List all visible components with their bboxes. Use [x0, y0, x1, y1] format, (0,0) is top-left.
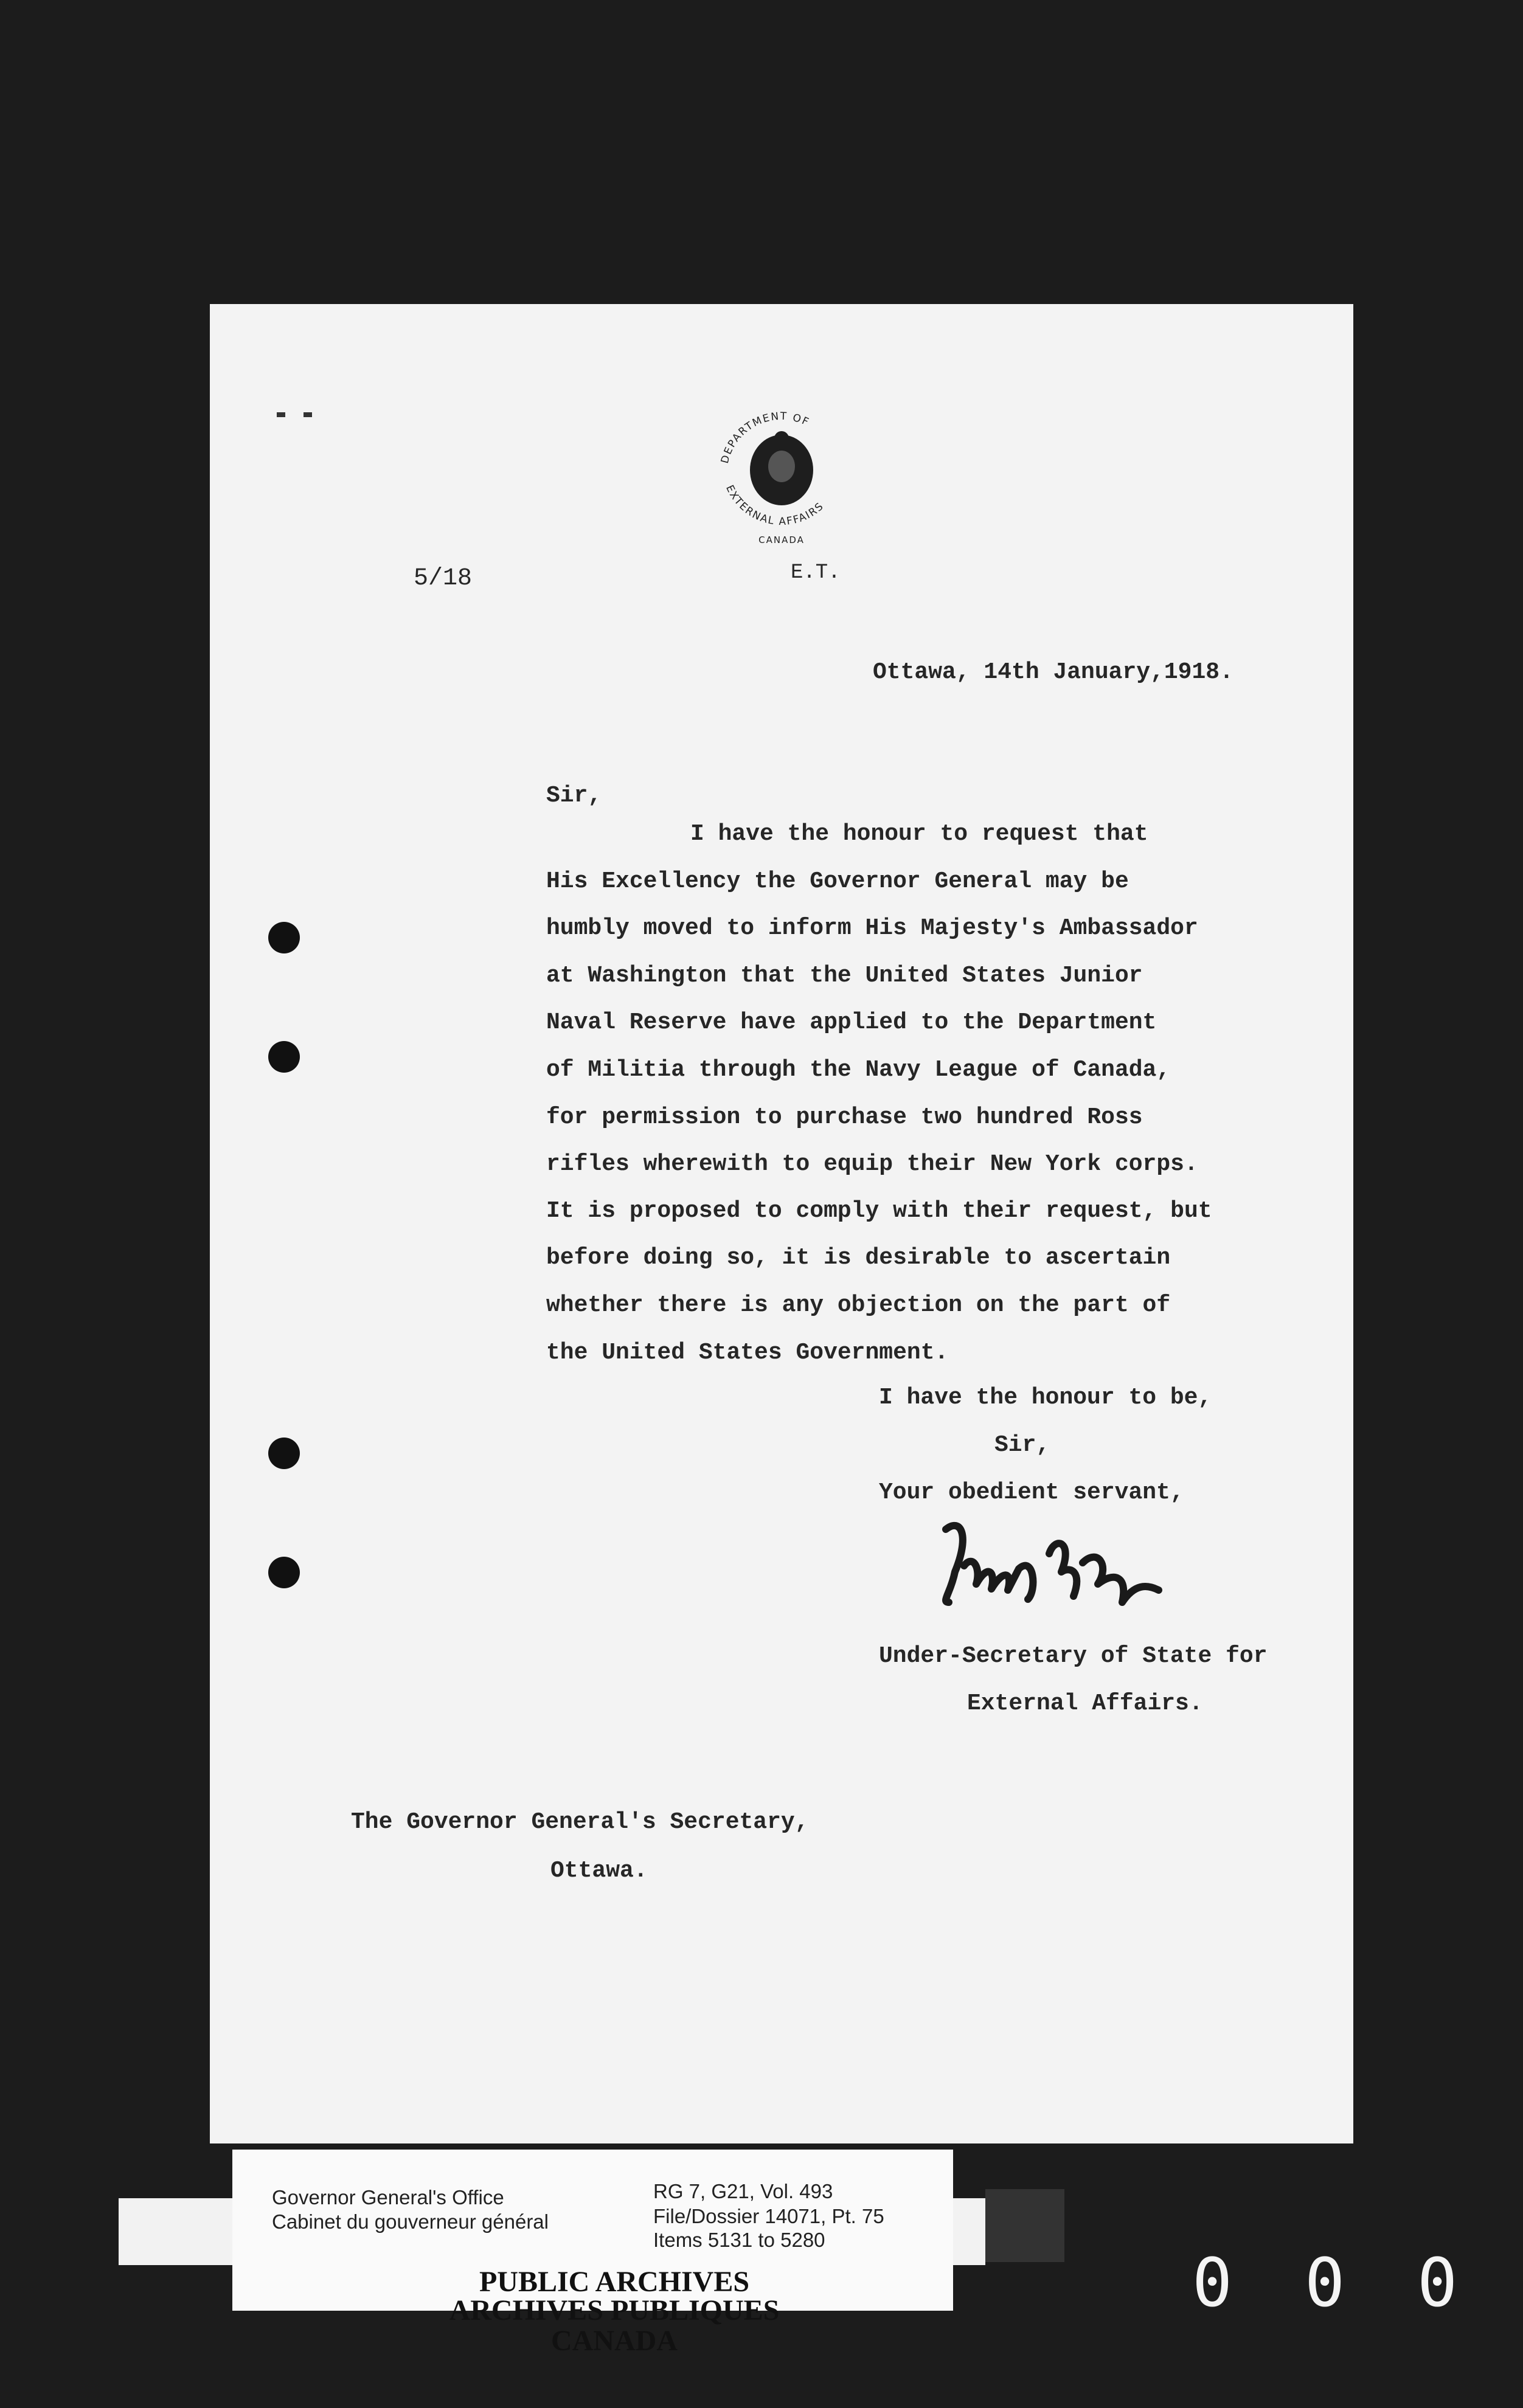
body-line: humbly moved to inform His Majesty's Ambassador — [546, 915, 1198, 941]
file-reference: 5/18 — [414, 565, 473, 592]
signature — [928, 1511, 1183, 1633]
public-archives-stamp-2: ARCHIVES PUBLIQUES — [449, 2294, 780, 2327]
addressee-line-2: Ottawa. — [550, 1858, 648, 1884]
frame-number-digit: 0 — [1192, 2244, 1233, 2322]
body-line: at Washington that the United States Junior — [546, 963, 1143, 989]
public-archives-stamp-3: CANADA — [551, 2325, 678, 2357]
record-group: RG 7, G21, Vol. 493 — [653, 2180, 833, 2202]
punch-hole — [268, 1557, 300, 1588]
signer-title-2: External Affairs. — [967, 1690, 1203, 1717]
closing-line-1: I have the honour to be, — [879, 1385, 1212, 1411]
date-line: Ottawa, 14th January,1918. — [873, 659, 1233, 685]
body-line: for permission to purchase two hundred Ross — [546, 1104, 1143, 1130]
department-seal-icon — [709, 398, 855, 544]
punch-hole — [268, 1041, 300, 1073]
label-tab — [119, 2198, 234, 2265]
office-en: Governor General's Office — [272, 2186, 504, 2209]
signer-title-1: Under-Secretary of State for — [879, 1643, 1268, 1669]
punch-hole — [268, 1438, 300, 1469]
office-fr: Cabinet du gouverneur général — [272, 2210, 549, 2233]
body-line: whether there is any objection on the part of — [546, 1292, 1171, 1318]
body-line: the United States Government. — [546, 1340, 949, 1366]
label-tab — [949, 2198, 985, 2265]
svg-text:EXTERNAL AFFAIRS: EXTERNAL AFFAIRS — [723, 483, 827, 528]
file-dossier: File/Dossier 14071, Pt. 75 — [653, 2205, 884, 2227]
items-range: Items 5131 to 5280 — [653, 2229, 825, 2251]
body-line: rifles wherewith to equip their New York corps. — [546, 1151, 1198, 1177]
seal-initials: E.T. — [791, 561, 841, 584]
frame-number-digit: 0 — [1305, 2244, 1345, 2322]
closing-line-3: Your obedient servant, — [879, 1479, 1184, 1506]
corner-marks — [277, 412, 313, 418]
frame-number-digit: 0 — [1417, 2244, 1458, 2322]
letter-page — [210, 304, 1353, 2143]
body-line: before doing so, it is desirable to ascertain — [546, 1245, 1171, 1271]
svg-text:CANADA: CANADA — [758, 535, 805, 544]
svg-text:DEPARTMENT OF: DEPARTMENT OF — [718, 410, 812, 465]
closing-line-2: Sir, — [994, 1432, 1050, 1458]
punch-hole — [268, 922, 300, 953]
label-shadow — [985, 2189, 1064, 2262]
addressee-line-1: The Governor General's Secretary, — [351, 1809, 809, 1835]
body-line: Naval Reserve have applied to the Department — [546, 1009, 1157, 1036]
public-archives-stamp-1: PUBLIC ARCHIVES — [479, 2266, 750, 2298]
body-line: I have the honour to request that — [690, 821, 1148, 847]
body-line: His Excellency the Governor General may be — [546, 868, 1129, 894]
salutation: Sir, — [546, 783, 602, 809]
body-line: It is proposed to comply with their request, but — [546, 1198, 1212, 1224]
body-line: of Militia through the Navy League of Canada, — [546, 1057, 1171, 1083]
